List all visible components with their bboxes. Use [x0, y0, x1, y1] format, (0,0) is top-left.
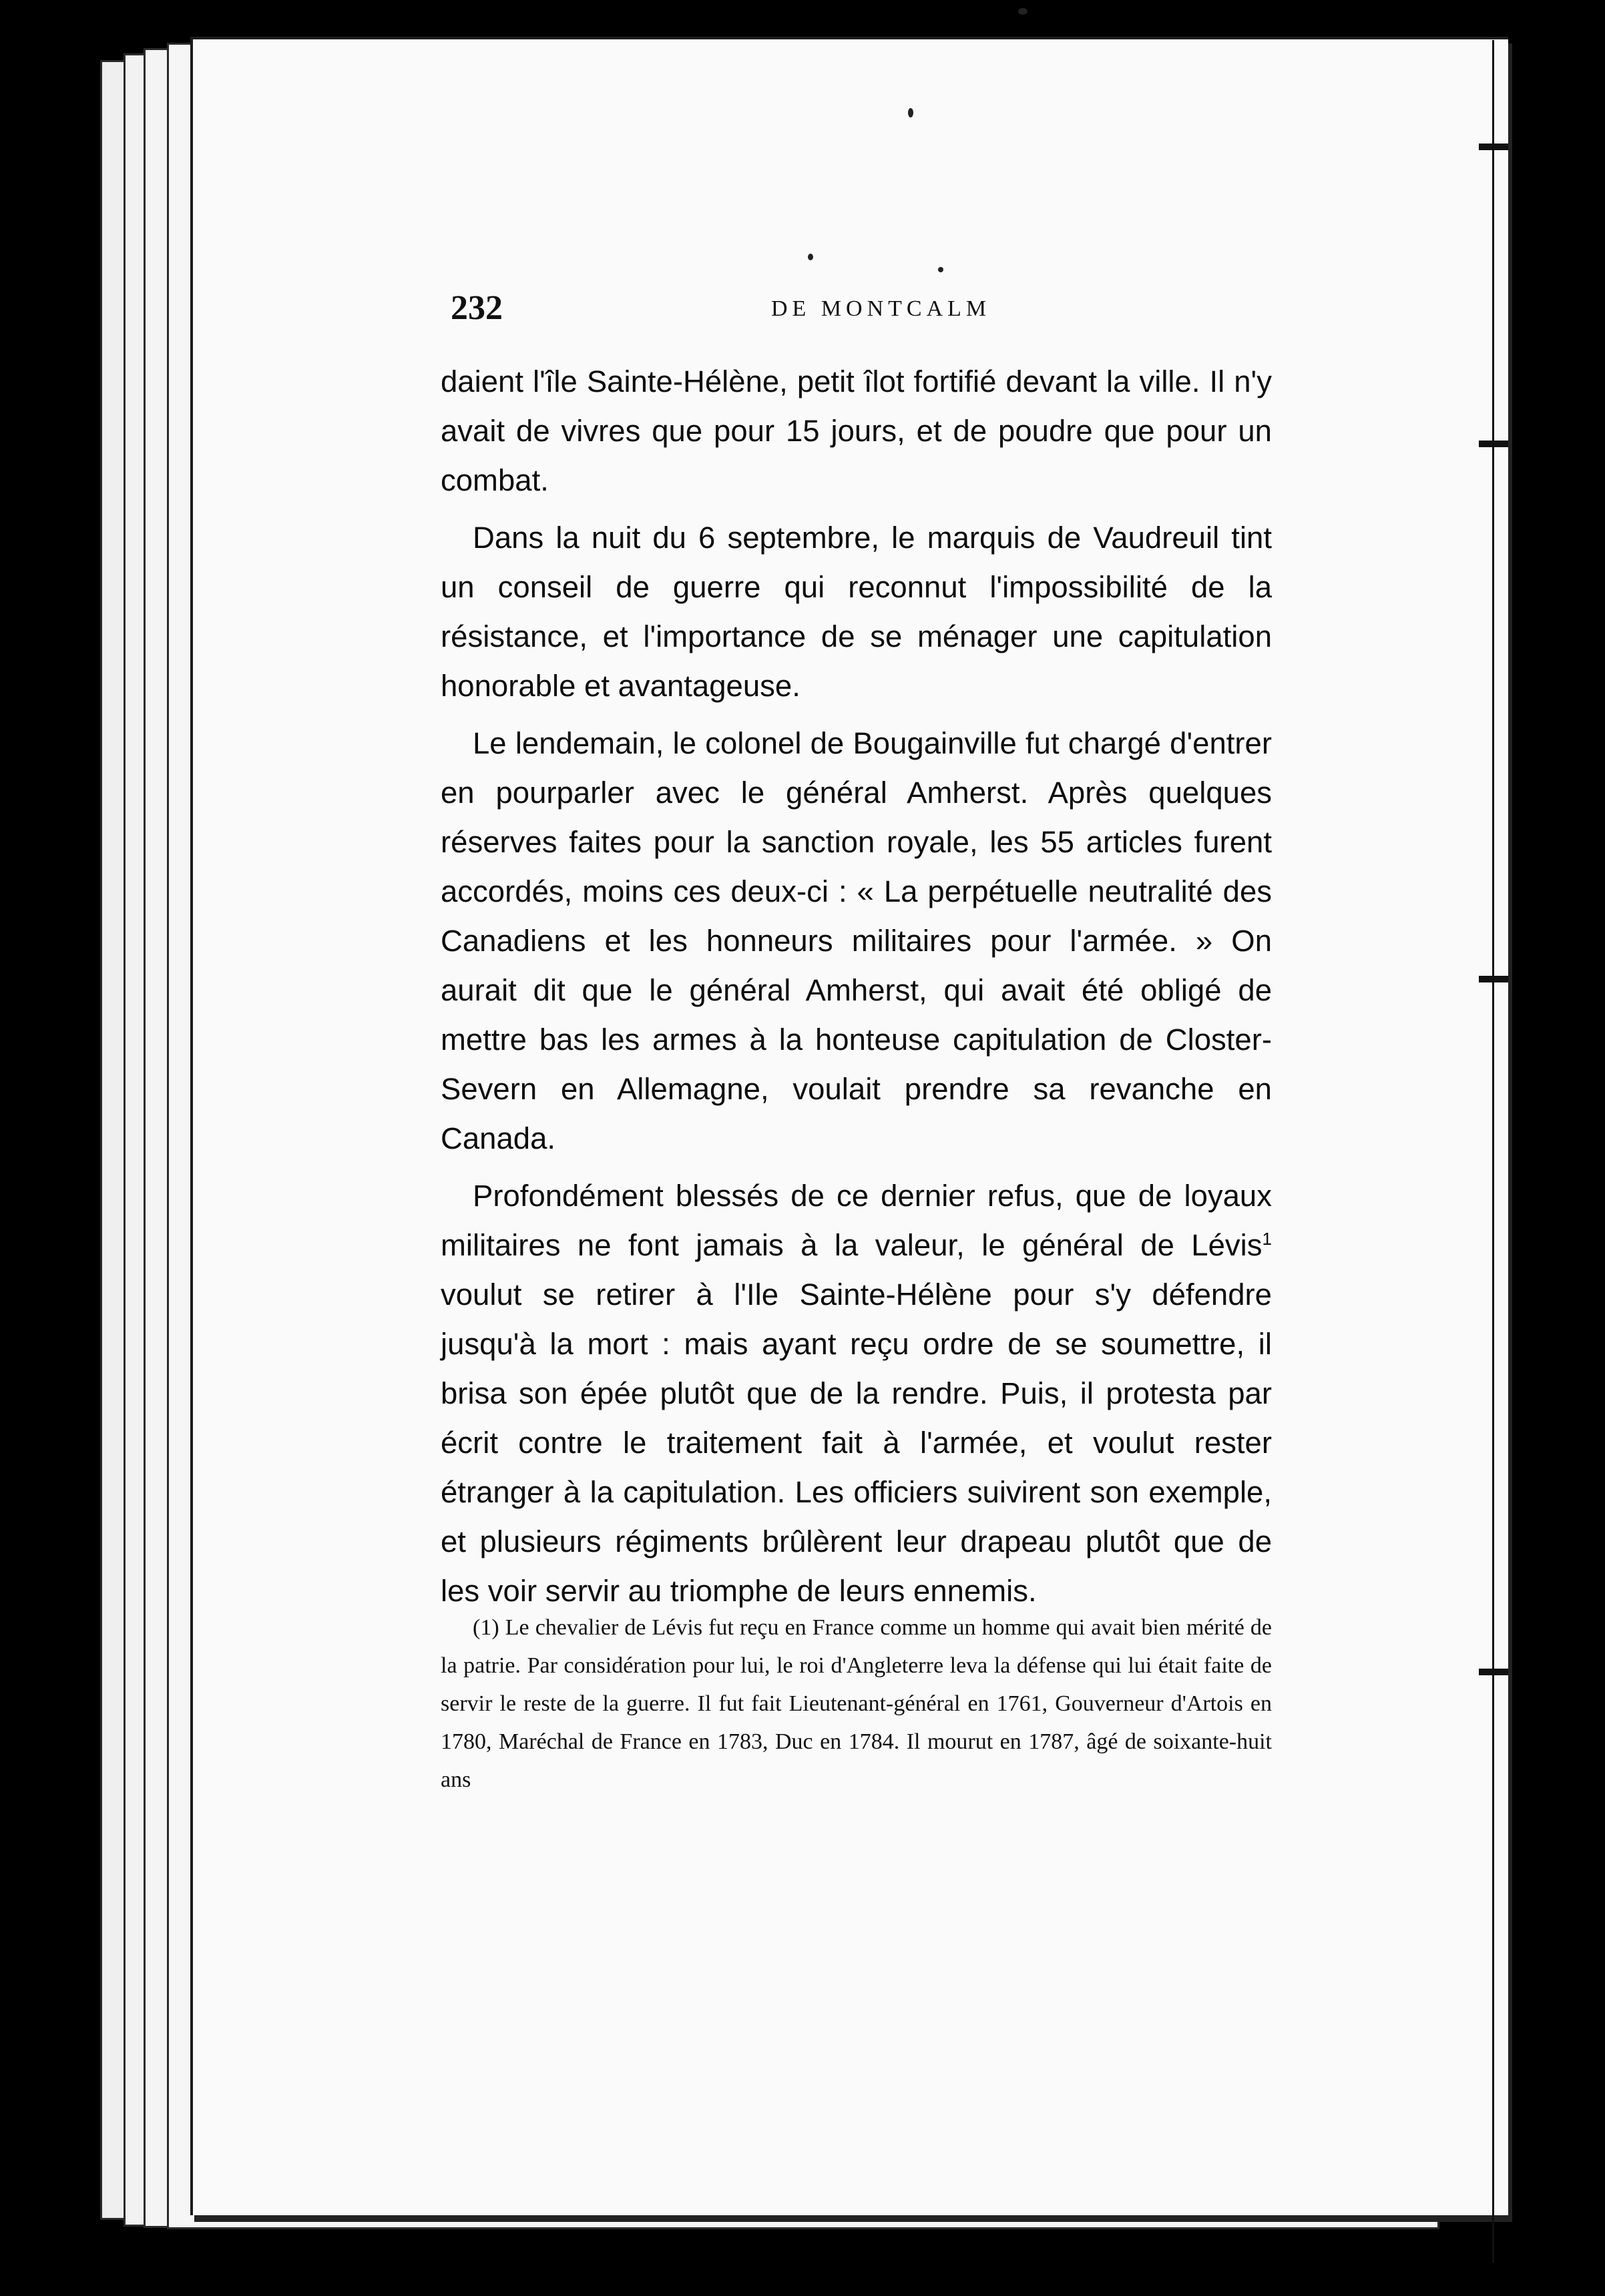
- footnote-text: Le chevalier de Lévis fut reçu en France comme un homme qui avait bien mérité de la patrie. Par considération pour lui, le roi d'Angleterre leva la défense qui lui était faite de servir le reste de la guerre. Il fut fait Lieutenant-général en 1761, Gouverneur d'Artois en 1780, Maréchal de France en 1783, Duc en 1784. Il mourut en 1787, âgé de soixante-huit ans: [441, 1615, 1273, 1792]
- footnote: [441, 1609, 1272, 1799]
- speck: [938, 267, 943, 272]
- running-head: DE MONTCALM: [771, 296, 991, 321]
- paragraph-text: Profondément blessés de ce dernier refus, que de loyaux militaires ne font jamais à la valeur, le général de Lévis: [441, 1179, 1272, 1262]
- body-text: [441, 357, 1272, 1616]
- rule-mark: [1479, 441, 1508, 447]
- speck: [808, 254, 813, 260]
- page-header: [451, 288, 1279, 335]
- speck: [1018, 8, 1027, 15]
- paragraph: [441, 1171, 1272, 1616]
- paragraph: daient l'île Sainte-Hélène, petit îlot fortifié devant la ville. Il n'y avait de vivres que pour 15 jours, et de poudre que pour un combat.: [441, 364, 1272, 497]
- speck: [908, 108, 913, 117]
- paragraph: Le lendemain, le colonel de Bougainville fut chargé d'entrer en pourparler avec le général Amherst. Après quelques réserves faites pour la sanction royale, les 55 articles furent accordés, moins ces deux-ci : « La perpétuelle neutralité des Canadiens et les honneurs militaires pour l'armée. » On aurait dit que le général Amherst, qui avait été obligé de mettre bas les armes à la honteuse capitulation de Closter-Severn en Allemagne, voulait prendre sa revanche en Canada.: [441, 726, 1272, 1155]
- rule-mark: [1479, 976, 1508, 982]
- rule-mark: [1479, 144, 1508, 150]
- footnote-reference: 1: [1262, 1228, 1272, 1249]
- binding-rule: [1492, 40, 1494, 2263]
- footnote-marker: (1): [473, 1615, 499, 1640]
- paragraph-text: voulut se retirer à l'Ile Sainte-Hélène pour s'y défendre jusqu'à la mort : mais ayant reçu ordre de se soumettre, il brisa son épée plutôt que de la rendre. Puis, il protesta par écrit contre le traitement fait à l'armée, et voulut rester étranger à la capitulation. Les officiers suivirent son exemple, et plusieurs régiments brûlèrent leur drapeau plutôt que de les voir servir au triomphe de leurs ennemis.: [441, 1277, 1272, 1608]
- page-number: 232: [451, 289, 503, 327]
- paragraph: Dans la nuit du 6 septembre, le marquis de Vaudreuil tint un conseil de guerre qui reconnut l'impossibilité de la résistance, et l'importance de se ménager une capitulation honorable et avantageuse.: [441, 521, 1272, 703]
- rule-mark: [1479, 1669, 1508, 1675]
